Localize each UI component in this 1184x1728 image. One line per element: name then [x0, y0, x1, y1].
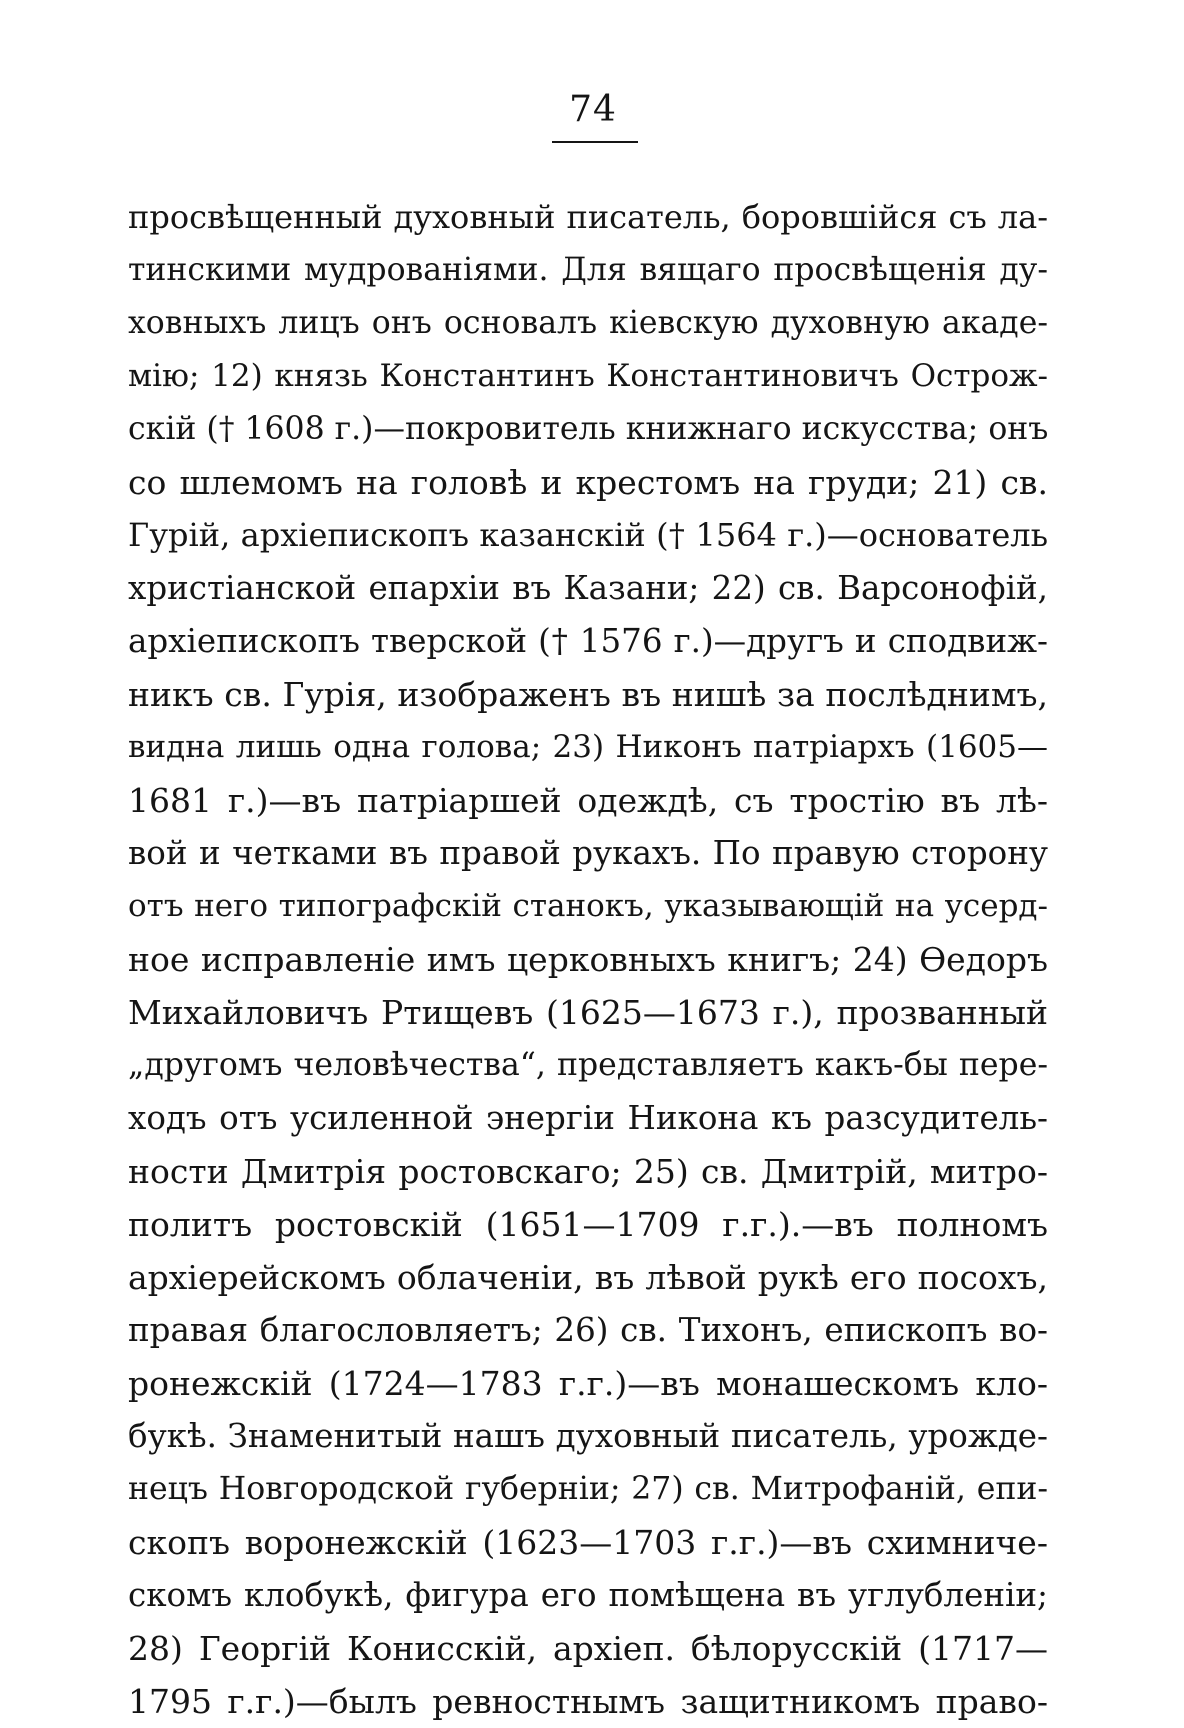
text-line: „другомъ человѣчества“, представляетъ какъ-бы пере- [128, 1047, 1048, 1083]
text-line: просвѣщенный духовный писатель, боровшійся съ ла- [128, 198, 1048, 236]
text-line: видна лишь одна голова; 23) Никонъ патріархъ (1605— [128, 729, 1048, 765]
text-line: 1795 г.г.)—былъ ревностнымъ защитникомъ право- [128, 1682, 1048, 1721]
text-line: ронежскій (1724—1783 г.г.)—въ монашескомъ кло- [128, 1364, 1048, 1403]
text-line: скопъ воронежскій (1623—1703 г.г.)—въ схимниче- [128, 1523, 1048, 1562]
text-line: политъ ростовскій (1651—1709 г.г.).—въ полномъ [128, 1205, 1048, 1244]
text-line: мію; 12) князь Константинъ Константиновичъ Острож- [128, 358, 1048, 394]
page-number: 74 [569, 89, 617, 130]
text-line: архіерейскомъ облаченіи, въ лѣвой рукѣ его посохъ, [128, 1258, 1048, 1297]
page-number-rule [552, 141, 638, 143]
text-line: христіанской епархіи въ Казани; 22) св. Варсонофій, [128, 569, 1048, 607]
text-line: со шлемомъ на головѣ и крестомъ на груди; 21) св. [128, 463, 1048, 502]
text-line: Гурій, архіепископъ казанскій († 1564 г.)—основатель [128, 516, 1048, 554]
body-text [128, 191, 1048, 1728]
text-line: отъ него типографскій станокъ, указывающій на усерд- [128, 888, 1048, 924]
text-line: вой и четками въ правой рукахъ. По правую сторону [128, 834, 1048, 872]
text-line: 1681 г.)—въ патріаршей одеждѣ, съ тростію въ лѣ- [128, 781, 1048, 820]
text-line: ное исправленіе имъ церковныхъ книгъ; 24) Ѳедоръ [128, 940, 1048, 979]
text-line: нецъ Новгородской губерніи; 27) св. Митрофаній, епи- [128, 1471, 1048, 1507]
text-line: ховныхъ лицъ онъ основалъ кіевскую духовную акаде- [128, 305, 1048, 341]
text-line: букѣ. Знаменитый нашъ духовный писатель, урожде- [128, 1417, 1048, 1455]
text-line: скомъ клобукѣ, фигура его помѣщена въ углубленіи; [128, 1576, 1048, 1614]
text-line: правая благословляетъ; 26) св. Тихонъ, епископъ во- [128, 1311, 1048, 1349]
text-line: никъ св. Гурія, изображенъ въ нишѣ за послѣднимъ, [128, 675, 1048, 714]
text-line: Михайловичъ Ртищевъ (1625—1673 г.), прозванный [128, 993, 1048, 1032]
text-line: скій († 1608 г.)—покровитель книжнаго искусства; онъ [128, 411, 1048, 447]
text-line: тинскими мудрованіями. Для вящаго просвѣщенія ду- [128, 252, 1048, 288]
text-line: 28) Георгій Конисскій, архіеп. бѣлорусскій (1717— [128, 1629, 1048, 1668]
text-line: архіепископъ тверской († 1576 г.)—другъ и сподвиж- [128, 622, 1048, 660]
text-line: ности Дмитрія ростовскаго; 25) св. Дмитрій, митро- [128, 1152, 1048, 1191]
text-line: ходъ отъ усиленной энергіи Никона къ разсудитель- [128, 1099, 1048, 1137]
